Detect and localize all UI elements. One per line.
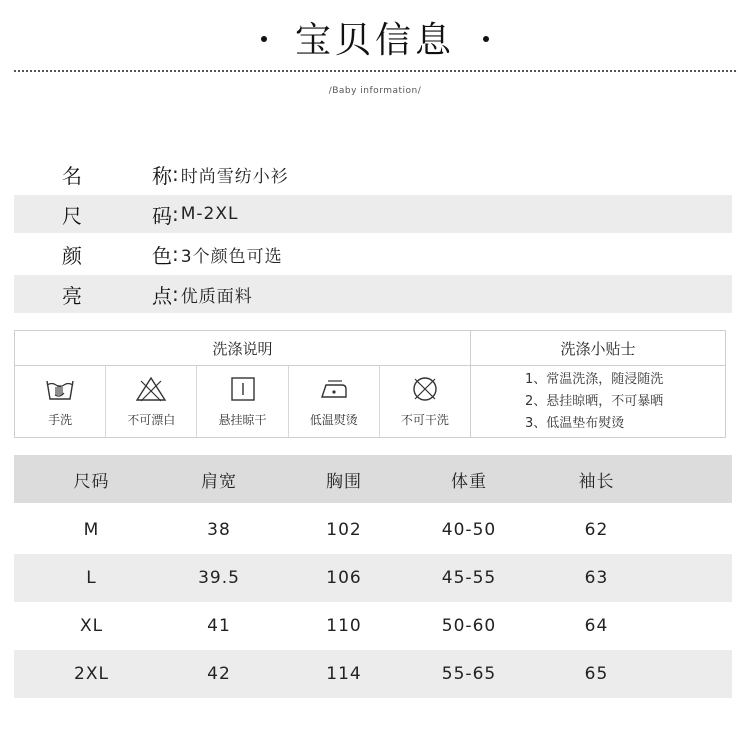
table-row (14, 554, 732, 602)
info-label-b: 码 (152, 203, 172, 228)
wash-caption: 不可干洗 (400, 413, 449, 427)
wash-symbols-title: 洗涤说明 (15, 331, 470, 366)
info-label-b: 称 (152, 163, 172, 188)
table-cell: 38 (207, 520, 231, 540)
column-header: 肩宽 (201, 471, 237, 492)
info-value: 时尚雪纺小衫 (180, 166, 289, 187)
hang-dry-icon (227, 375, 259, 403)
wash-tip: 1、常温洗涤，随浸随洗 (525, 371, 664, 387)
info-row-color (14, 235, 732, 273)
wash-item-hand (15, 366, 106, 437)
wash-tip: 2、悬挂晾晒，不可暴晒 (525, 393, 664, 409)
column-header: 袖长 (578, 471, 615, 492)
product-info (14, 155, 732, 315)
info-label (14, 240, 172, 269)
table-cell: 65 (584, 664, 609, 684)
table-cell: 63 (584, 568, 609, 588)
wash-item-hang-dry (197, 366, 288, 437)
info-value: 3个颜色可选 (180, 246, 283, 267)
table-cell: 39.5 (198, 568, 240, 588)
table-cell: 2XL (74, 664, 109, 684)
size-table (14, 455, 732, 698)
wash-symbols-panel (15, 331, 471, 437)
info-row-highlight (14, 275, 732, 313)
table-cell: 64 (584, 616, 609, 636)
info-label-b: 点 (152, 283, 172, 308)
wash-caption: 不可漂白 (127, 413, 176, 427)
table-cell: 106 (326, 568, 362, 588)
info-label-b: 色 (152, 243, 172, 268)
column-header: 体重 (451, 471, 487, 492)
table-row (14, 602, 732, 650)
info-label-a: 尺 (62, 203, 82, 228)
table-cell: 62 (584, 520, 609, 540)
title-dot-right (483, 36, 489, 42)
title-dot-left (261, 36, 267, 42)
hand-wash-icon (44, 375, 76, 403)
wash-icons-row (15, 366, 470, 437)
wash-tip: 3、低温垫布熨烫 (525, 415, 625, 431)
table-cell: L (86, 568, 97, 588)
info-label-a: 颜 (62, 243, 82, 268)
table-cell: 42 (207, 664, 231, 684)
wash-item-no-dry-clean (380, 366, 470, 437)
info-colon: : (172, 162, 179, 186)
info-label-a: 亮 (62, 283, 82, 308)
page-subtitle: /Baby information/ (328, 86, 422, 96)
table-cell: 50-60 (441, 616, 497, 636)
no-dry-clean-icon (409, 375, 441, 403)
table-cell: 114 (326, 664, 362, 684)
info-value: 优质面料 (180, 286, 253, 307)
table-cell: 41 (207, 616, 231, 636)
wash-tips-title: 洗涤小贴士 (471, 331, 725, 366)
header (0, 0, 750, 72)
wash-caption: 悬挂晾干 (218, 413, 267, 427)
wash-item-no-bleach (106, 366, 197, 437)
table-cell: 102 (326, 520, 362, 540)
no-bleach-icon (135, 375, 167, 403)
wash-tips-panel (471, 331, 725, 437)
table-cell: XL (79, 616, 104, 636)
info-colon: : (172, 282, 179, 306)
washing-instructions (14, 330, 726, 438)
info-label (14, 160, 172, 189)
info-value: M-2XL (180, 204, 239, 224)
table-cell: 40-50 (441, 520, 497, 540)
column-header: 胸围 (326, 471, 362, 492)
wash-caption: 手洗 (48, 413, 73, 427)
info-label-a: 名 (62, 163, 82, 188)
low-iron-icon (318, 375, 350, 403)
info-colon: : (172, 242, 179, 266)
table-cell: 110 (326, 616, 362, 636)
wash-caption: 低温熨烫 (309, 413, 358, 427)
page-title-row (0, 12, 750, 63)
column-header: 尺码 (73, 471, 110, 492)
wash-item-low-iron (289, 366, 380, 437)
info-colon: : (172, 202, 179, 226)
info-label (14, 200, 172, 229)
page-title: 宝贝信息 (294, 20, 455, 61)
info-label (14, 280, 172, 309)
info-row-name (14, 155, 732, 193)
table-row (14, 650, 732, 698)
table-cell: 55-65 (441, 664, 497, 684)
info-row-size (14, 195, 732, 233)
wash-tips-list (471, 366, 725, 437)
table-row (14, 506, 732, 554)
size-table-header (14, 455, 732, 503)
table-cell: 45-55 (441, 568, 497, 588)
table-cell: M (83, 520, 100, 540)
dotted-divider (14, 70, 736, 72)
